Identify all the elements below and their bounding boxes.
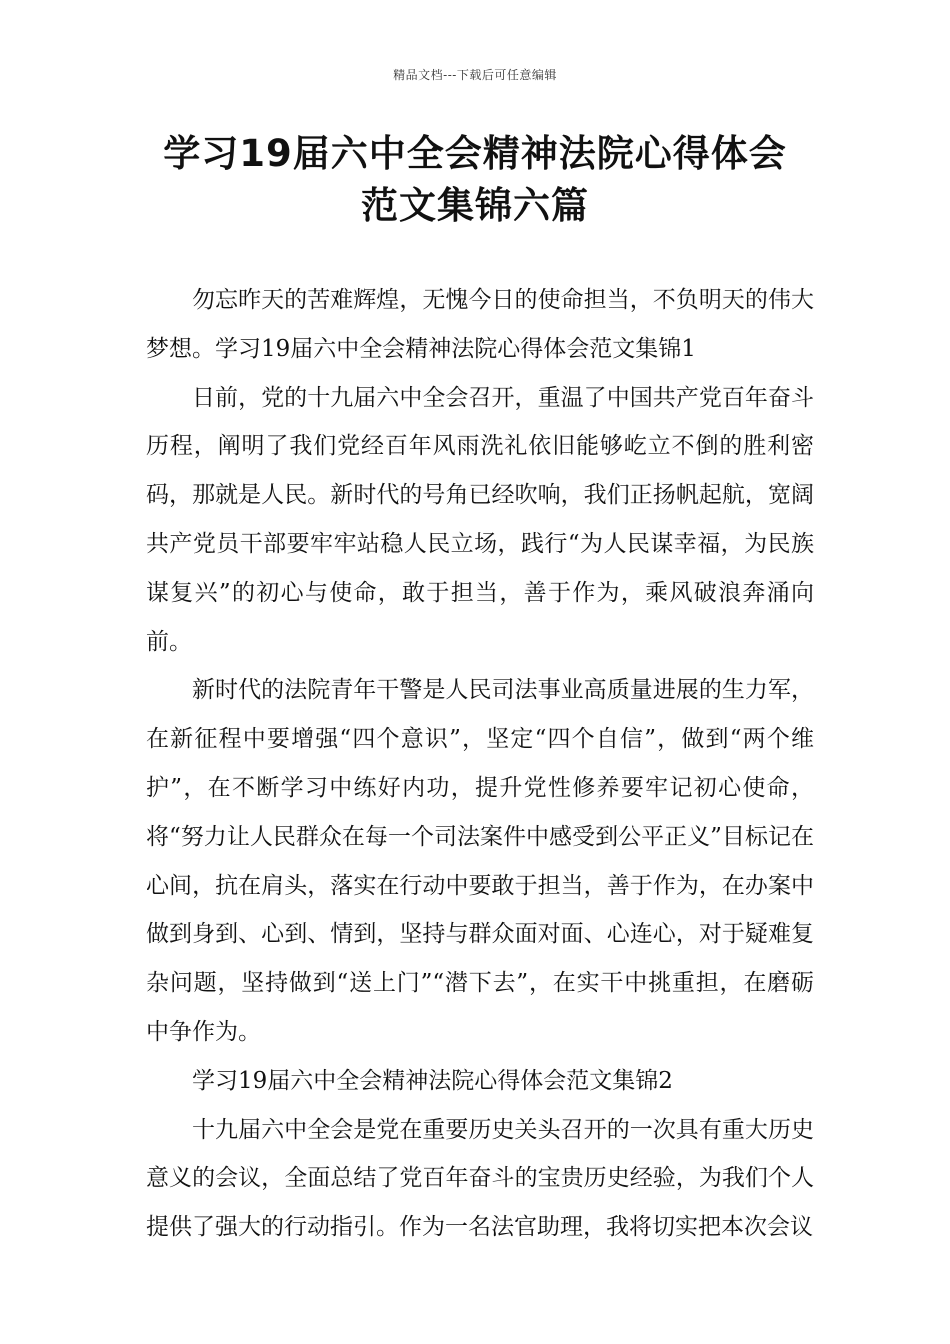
- paragraph-1: 日前，党的十九届六中全会召开，重温了中国共产党百年奋斗历程，阐明了我们党经百年风雨洗礼依旧能够屹立不倒的胜利密码，那就是人民。新时代的号角已经吹响，我们正扬帆起航，宽阔共产党员干部要牢牢站稳人民立场，践行“为人民谋幸福，为民族谋复兴”的初心与使命，敢于担当，善于作为，乘风破浪奔涌向前。: [146, 384, 814, 655]
- paragraph-3: 十九届六中全会是党在重要历史关头召开的一次具有重大历史意义的会议，全面总结了党百年奋斗的宝贵历史经验，为我们个人提供了强大的行动指引。作为一名法官助理，我将切实把本次会议: [146, 1116, 814, 1241]
- paragraph-2: 新时代的法院青年干警是人民司法事业高质量进展的生力军，在新征程中要增强“四个意识”，坚定“四个自信”，做到“两个维护”，在不断学习中练好内功，提升党性修养要牢记初心使命，将“努力让人民群众在每一个司法案件中感受到公平正义”目标记在心间，抗在肩头，落实在行动中要敢于担当，善于作为，在办案中做到身到、心到、情到，坚持与群众面对面、心连心，对于疑难复杂问题，坚持做到“送上门”“潜下去”，在实干中挑重担，在磨砺中争作为。: [146, 677, 814, 1045]
- title-line-2: 范文集锦六篇: [361, 184, 589, 227]
- document-body: [146, 276, 814, 1252]
- section-heading-2: 学习19届六中全会精神法院心得体会范文集锦2: [192, 1067, 673, 1094]
- document-title: [0, 128, 950, 232]
- paragraph-intro: 勿忘昨天的苦难辉煌，无愧今日的使命担当，不负明天的伟大梦想。学习19届六中全会精神法院心得体会范文集锦1: [146, 287, 814, 362]
- header-note: 精品文档---下载后可任意编辑: [393, 68, 557, 82]
- title-line-1: 学习19届六中全会精神法院心得体会: [163, 132, 787, 175]
